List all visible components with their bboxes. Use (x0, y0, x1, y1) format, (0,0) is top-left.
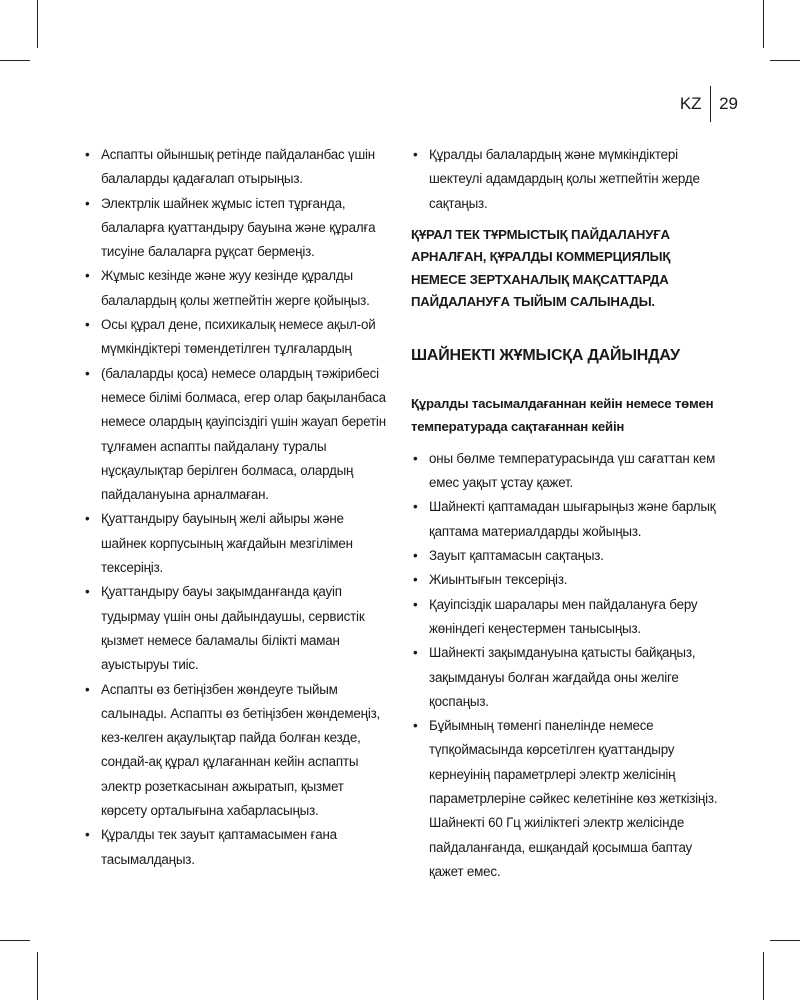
crop-mark (770, 60, 800, 61)
crop-mark (0, 940, 30, 941)
list-item: • Шайнекті зақымдануына қатысты байқаңыз, зақымдануы болған жағдайда оны желіге қоспаңыз. (411, 641, 719, 714)
crop-mark (0, 60, 30, 61)
crop-mark (763, 0, 764, 48)
list-item: • Аспапты өз бетіңізбен жөндеуге тыйым салынады. Аспапты өз бетіңізбен жөндемеңіз, кез-келген ақаулықтар пайда болған кезде, сондай-ақ құрал құлағаннан кейін аспапты электр розеткасынан ажыратып, қызмет көрсету орталығына хабарласыңыз. (83, 678, 388, 824)
list-item: • Құралды тек зауыт қаптамасымен ғана тасымалдаңыз. (83, 823, 388, 872)
safety-list-continued (411, 143, 719, 216)
list-item: • Қуаттандыру бауы зақымданғанда қауіп тудырмау үшін оны дайындаушы, сервистік қызмет немесе баламалы білікті маман ауыстыруы тиіс. (83, 580, 388, 677)
list-item: • Қауіпсіздік шаралары мен пайдалануға беру жөніндегі кеңестермен танысыңыз. (411, 593, 719, 642)
crop-mark (763, 952, 764, 1000)
crop-mark (37, 0, 38, 48)
page-number: 29 (719, 94, 738, 113)
list-item: • Электрлік шайнек жұмыс істеп тұрғанда, балаларға қуаттандыру бауына және құралға тисуіне балаларға рұқсат бермеңіз. (83, 192, 388, 265)
list-item: • Аспапты ойыншық ретінде пайдаланбас үшін балаларды қадағалап отырыңыз. (83, 143, 388, 192)
list-item: • Қуаттандыру бауының желі айыры және шайнек корпусының жағдайын мезгілімен тексеріңіз. (83, 507, 388, 580)
right-column (411, 143, 719, 884)
crop-mark (770, 940, 800, 941)
list-item: • Жиынтығын тексеріңіз. (411, 568, 719, 592)
header-divider (710, 86, 712, 122)
list-item: • Зауыт қаптамасын сақтаңыз. (411, 544, 719, 568)
page-header (680, 86, 738, 122)
list-item: • Осы құрал дене, психикалық немесе ақыл-ой мүмкіндіктері төмендетілген тұлғалардың (83, 313, 388, 362)
crop-mark (37, 952, 38, 1000)
preparation-list (411, 447, 719, 884)
subheading: Құралды тасымалдағаннан кейін немесе төмен температурада сақтағаннан кейін (411, 395, 714, 435)
section-title: ШАЙНЕКТІ ЖҰМЫСҚА ДАЙЫНДАУ (411, 346, 680, 364)
list-item: • Құралды балалардың және мүмкіндіктері шектеулі адамдардың қолы жетпейтін жерде сақтаңыз. (411, 143, 719, 216)
list-item: • Бұйымның төменгі панелінде немесе түпқоймасында көрсетілген қуаттандыру кернеуінің параметрлері электр желісінің параметрлеріне сәйкес келетініне көз жеткізіңіз. Шайнекті 60 Гц жиіліктегі электр желісінде пайдаланғанда, ешқандай қосымша баптау қажет емес. (411, 714, 719, 884)
language-code: KZ (679, 94, 702, 113)
left-column (83, 143, 388, 872)
list-item: • (балаларды қоса) немесе олардың тәжірибесі немесе білімі болмаса, егер олар бақыланбаса немесе олардың қауіпсіздігі үшін жауап беретін тұлғамен аспапты пайдалану туралы нұсқаулықтар берілген болмаса, олардың пайдалануына арналмаған. (83, 362, 388, 508)
warning-notice: ҚҰРАЛ ТЕК ТҰРМЫСТЫҚ ПАЙДАЛАНУҒА АРНАЛҒАН, ҚҰРАЛДЫ КОММЕРЦИЯЛЫҚ НЕМЕСЕ ЗЕРТХАНАЛЫҚ МАҚСАТТАРДА ПАЙДАЛАНУҒА ТЫЙЫМ САЛЫНАДЫ. (411, 226, 671, 310)
list-item: • Шайнекті қаптамадан шығарыңыз және барлық қаптама материалдарды жойыңыз. (411, 495, 719, 544)
list-item: • оны бөлме температурасында үш сағаттан кем емес уақыт ұстау қажет. (411, 447, 719, 496)
safety-list (83, 143, 388, 872)
list-item: • Жұмыс кезінде және жуу кезінде құралды балалардың қолы жетпейтін жерге қойыңыз. (83, 264, 388, 313)
